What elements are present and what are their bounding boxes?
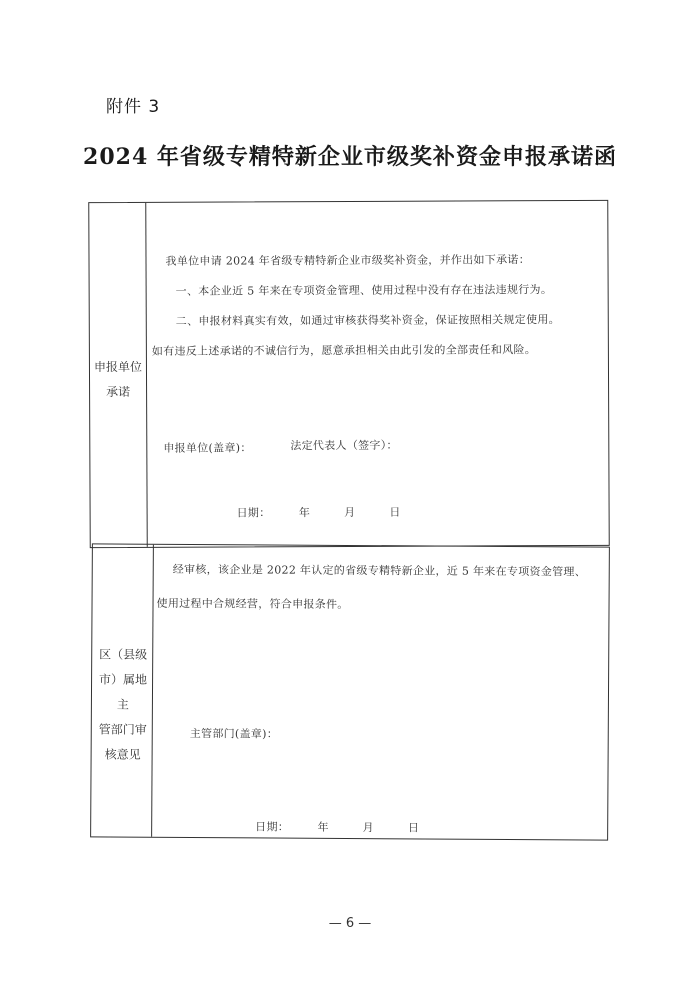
label-line: 申报单位 <box>93 359 142 375</box>
review-table-section <box>90 543 610 840</box>
review-opinion-line-1: 经审核，该企业是 2022 年认定的省级专精特新企业，近 5 年来在专项资金管理、 <box>172 562 587 579</box>
label-line: 区（县级 <box>99 647 148 662</box>
label-line: 管部门审 <box>98 722 147 737</box>
authority-review-label <box>94 642 153 767</box>
commitment-intro: 我单位申请 2024 年省级专精特新企业市级奖补资金，并作出如下承诺： <box>165 253 531 268</box>
review-date-field: 日期： 年 月 日 <box>255 820 420 835</box>
attachment-label: 附件 3 <box>106 97 161 117</box>
applicant-seal-field: 申报单位(盖章)： <box>163 441 252 455</box>
commitment-table-section <box>88 200 610 548</box>
label-line: 市）属地主 <box>99 672 148 712</box>
page-number: — 6 — <box>328 916 372 931</box>
commitment-closing: 如有违反上述承诺的不诚信行为，愿意承担相关由此引发的全部责任和风险。 <box>151 343 537 358</box>
label-line: 承诺 <box>106 384 131 400</box>
legal-representative-field: 法定代表人（签字）： <box>290 438 398 453</box>
document-title: 2024 年省级专精特新企业市级奖补资金申报承诺函 <box>83 144 617 170</box>
applicant-commitment-label <box>90 355 146 405</box>
department-seal-field: 主管部门(盖章)： <box>189 727 279 741</box>
label-line: 核意见 <box>104 747 141 762</box>
commitment-date-field: 日期： 年 月 日 <box>236 505 401 520</box>
commitment-item-1: 一、本企业近 5 年来在专项资金管理、使用过程中没有存在违法违规行为。 <box>175 283 553 298</box>
commitment-item-2: 二、申报材料真实有效，如通过审核获得奖补资金，保证按照相关规定使用。 <box>175 313 560 328</box>
review-opinion-line-2: 使用过程中合规经营，符合申报条件。 <box>156 596 349 611</box>
